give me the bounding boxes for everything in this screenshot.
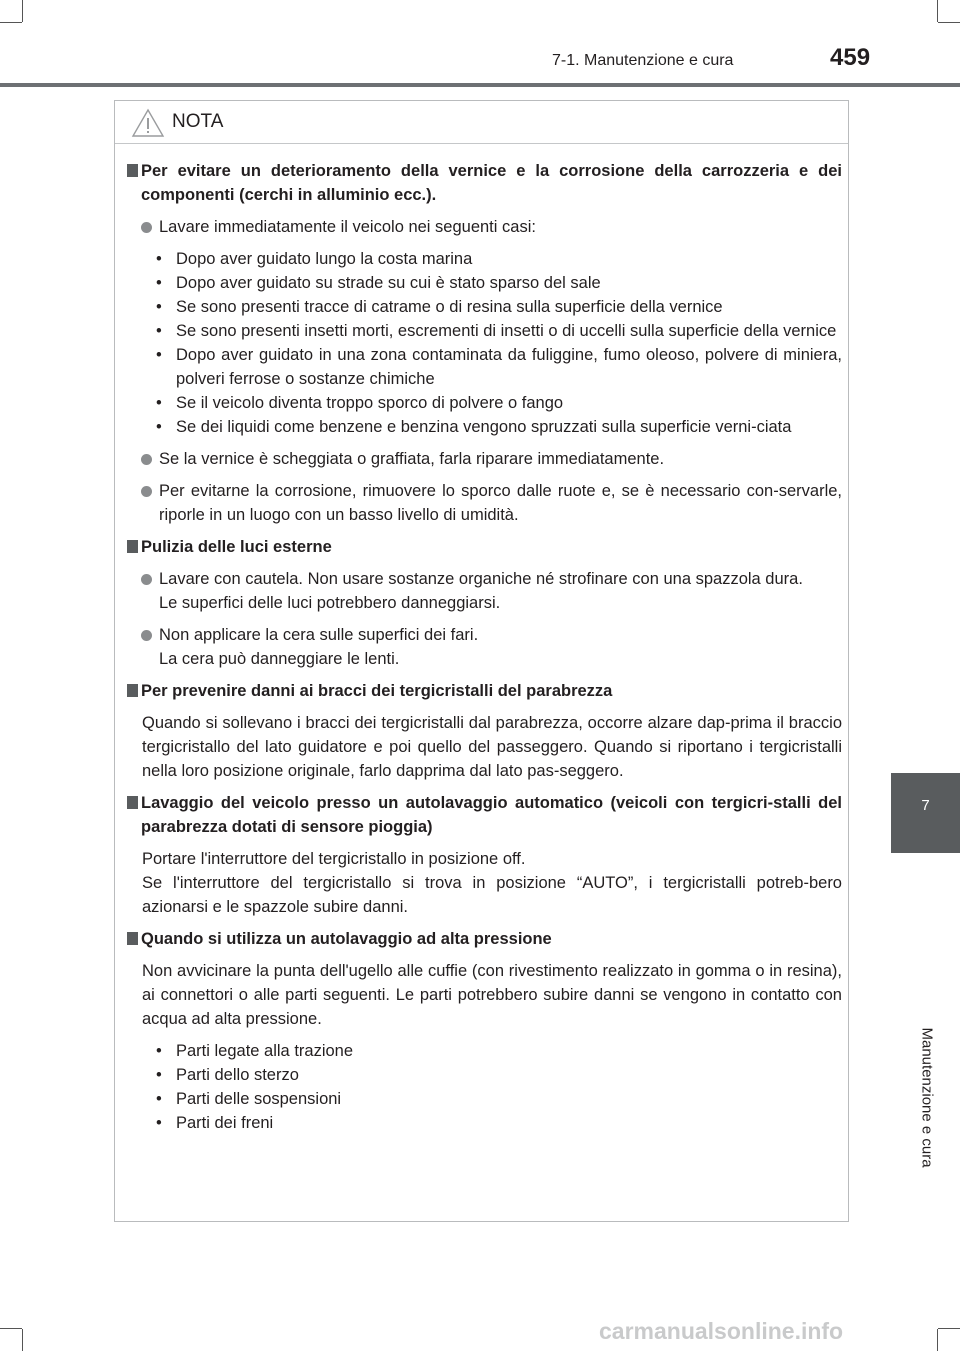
sub-bullet-marker: • bbox=[156, 1042, 162, 1060]
sub-item bbox=[115, 1087, 850, 1111]
sub-item bbox=[115, 1039, 850, 1063]
section-paragraph: Quando si sollevano i bracci dei tergicristalli dal parabrezza, occorre alzare dap-prima il braccio tergicristallo del lato guidatore e poi quello del passeggero. Quando si riportano i tergicristalli nella loro posizione originale, farlo dapprima dal lato pas-seggero. bbox=[142, 714, 842, 780]
section-heading bbox=[115, 535, 850, 559]
crop-mark bbox=[22, 0, 23, 22]
warning-triangle-icon bbox=[131, 108, 165, 138]
sub-item-text: Parti legate alla trazione bbox=[176, 1042, 354, 1060]
sub-item-text: Parti delle sospensioni bbox=[176, 1090, 342, 1108]
sub-list bbox=[115, 1039, 850, 1135]
sub-bullet-marker: • bbox=[156, 274, 162, 292]
header-section-title: 7-1. Manutenzione e cura bbox=[552, 52, 734, 69]
sub-bullet-marker: • bbox=[156, 394, 162, 412]
note-header bbox=[115, 101, 848, 144]
bullet-text: Lavare con cautela. Non usare sostanze organiche né strofinare con una spazzola dura. bbox=[159, 570, 803, 588]
sub-item bbox=[115, 271, 850, 295]
bullet-text: Lavare immediatamente il veicolo nei seguenti casi: bbox=[159, 218, 536, 236]
sub-item-text: Parti dei freni bbox=[176, 1114, 274, 1132]
circle-bullet-icon bbox=[141, 454, 152, 465]
circle-bullet-icon bbox=[141, 222, 152, 233]
chapter-number: 7 bbox=[921, 797, 930, 814]
section-heading bbox=[115, 159, 850, 207]
section-heading-text: Per prevenire danni ai bracci dei tergicristalli del parabrezza bbox=[141, 682, 613, 700]
square-bullet-icon bbox=[127, 932, 138, 945]
sub-bullet-marker: • bbox=[156, 1066, 162, 1084]
sub-item-text: Dopo aver guidato in una zona contaminata da fuliggine, fumo oleoso, polvere di miniera, polveri ferrose o sostanze chimiche bbox=[176, 346, 842, 388]
section-heading-text: Quando si utilizza un autolavaggio ad alta pressione bbox=[141, 930, 552, 948]
section-heading bbox=[115, 679, 850, 703]
sub-bullet-marker: • bbox=[156, 346, 162, 364]
paragraph-line: Portare l'interruttore del tergicristallo in posizione off. bbox=[142, 850, 526, 868]
bullet-text: Se la vernice è scheggiata o graffiata, farla riparare immediatamente. bbox=[159, 450, 665, 468]
section-paragraph bbox=[115, 847, 850, 919]
sub-item-text: Se dei liquidi come benzene e benzina vengono spruzzati sulla superficie verni-ciata bbox=[176, 418, 792, 436]
sub-item bbox=[115, 343, 850, 391]
watermark: carmanualsonline.info bbox=[599, 1318, 844, 1344]
bullet-extra-text: Le superfici delle luci potrebbero danneggiarsi. bbox=[159, 594, 501, 612]
bullet-item bbox=[115, 447, 850, 471]
circle-bullet-icon bbox=[141, 574, 152, 585]
crop-mark bbox=[937, 1329, 938, 1351]
crop-mark bbox=[0, 22, 22, 23]
chapter-tab bbox=[891, 773, 960, 853]
note-box bbox=[114, 100, 849, 1222]
sub-item-text: Se sono presenti insetti morti, escrementi di insetti o di uccelli sulla superficie della vernice bbox=[176, 322, 837, 340]
sub-item bbox=[115, 1063, 850, 1087]
square-bullet-icon bbox=[127, 540, 138, 553]
crop-mark bbox=[937, 0, 938, 22]
sub-item-text: Se sono presenti tracce di catrame o di resina sulla superficie della vernice bbox=[176, 298, 723, 316]
circle-bullet-icon bbox=[141, 630, 152, 641]
bullet-text: Non applicare la cera sulle superfici dei fari. bbox=[159, 626, 479, 644]
section-heading bbox=[115, 791, 850, 839]
crop-mark bbox=[938, 22, 960, 23]
crop-mark bbox=[938, 1328, 960, 1329]
sub-item-text: Dopo aver guidato su strade su cui è stato sparso del sale bbox=[176, 274, 601, 292]
sub-item bbox=[115, 247, 850, 271]
note-title: NOTA bbox=[172, 111, 224, 132]
note-content bbox=[115, 159, 850, 1143]
bullet-text: Per evitarne la corrosione, rimuovere lo sporco dalle ruote e, se è necessario con-servarle, riporle in un luogo con un basso livello di umidità. bbox=[159, 482, 842, 524]
circle-bullet-icon bbox=[141, 486, 152, 497]
sub-bullet-marker: • bbox=[156, 1114, 162, 1132]
section-heading-text: Per evitare un deterioramento della vernice e la corrosione della carrozzeria e dei componenti (cerchi in alluminio ecc.). bbox=[141, 162, 842, 204]
sub-bullet-marker: • bbox=[156, 298, 162, 316]
chapter-title: Manutenzione e cura bbox=[918, 1027, 936, 1168]
sub-bullet-marker: • bbox=[156, 322, 162, 340]
sub-item-text: Dopo aver guidato lungo la costa marina bbox=[176, 250, 473, 268]
square-bullet-icon bbox=[127, 684, 138, 697]
sub-item-text: Se il veicolo diventa troppo sporco di polvere o fango bbox=[176, 394, 564, 412]
section-heading-text: Pulizia delle luci esterne bbox=[141, 538, 332, 556]
sub-bullet-marker: • bbox=[156, 250, 162, 268]
sub-item bbox=[115, 415, 850, 439]
crop-mark bbox=[22, 1329, 23, 1351]
paragraph-line: Se l'interruttore del tergicristallo si trova in posizione “AUTO”, i tergicristalli potreb-bero azionarsi e le spazzole subire danni. bbox=[142, 874, 842, 916]
bullet-item bbox=[115, 215, 850, 239]
bullet-item bbox=[115, 479, 850, 527]
bullet-extra-text: La cera può danneggiare le lenti. bbox=[159, 650, 400, 668]
sub-item bbox=[115, 391, 850, 415]
sub-item bbox=[115, 295, 850, 319]
bullet-item bbox=[115, 567, 850, 615]
square-bullet-icon bbox=[127, 796, 138, 809]
sub-item-text: Parti dello sterzo bbox=[176, 1066, 299, 1084]
sub-bullet-marker: • bbox=[156, 418, 162, 436]
sub-bullet-marker: • bbox=[156, 1090, 162, 1108]
bullet-item bbox=[115, 623, 850, 671]
sub-item bbox=[115, 319, 850, 343]
section-paragraph: Non avvicinare la punta dell'ugello alle cuffie (con rivestimento realizzato in gomma o in resina), ai connettori o alle parti seguenti. Le parti potrebbero subire danni se vengono in contatto con acqua ad alta pressione. bbox=[142, 962, 842, 1028]
section-heading bbox=[115, 927, 850, 951]
page-number: 459 bbox=[830, 44, 871, 71]
crop-mark bbox=[0, 1328, 22, 1329]
sub-item bbox=[115, 1111, 850, 1135]
sub-list bbox=[115, 247, 850, 439]
section-heading-text: Lavaggio del veicolo presso un autolavaggio automatico (veicoli con tergicri-stalli del parabrezza dotati di sensore pioggia) bbox=[141, 794, 842, 836]
square-bullet-icon bbox=[127, 164, 138, 177]
header-rule bbox=[0, 83, 960, 87]
